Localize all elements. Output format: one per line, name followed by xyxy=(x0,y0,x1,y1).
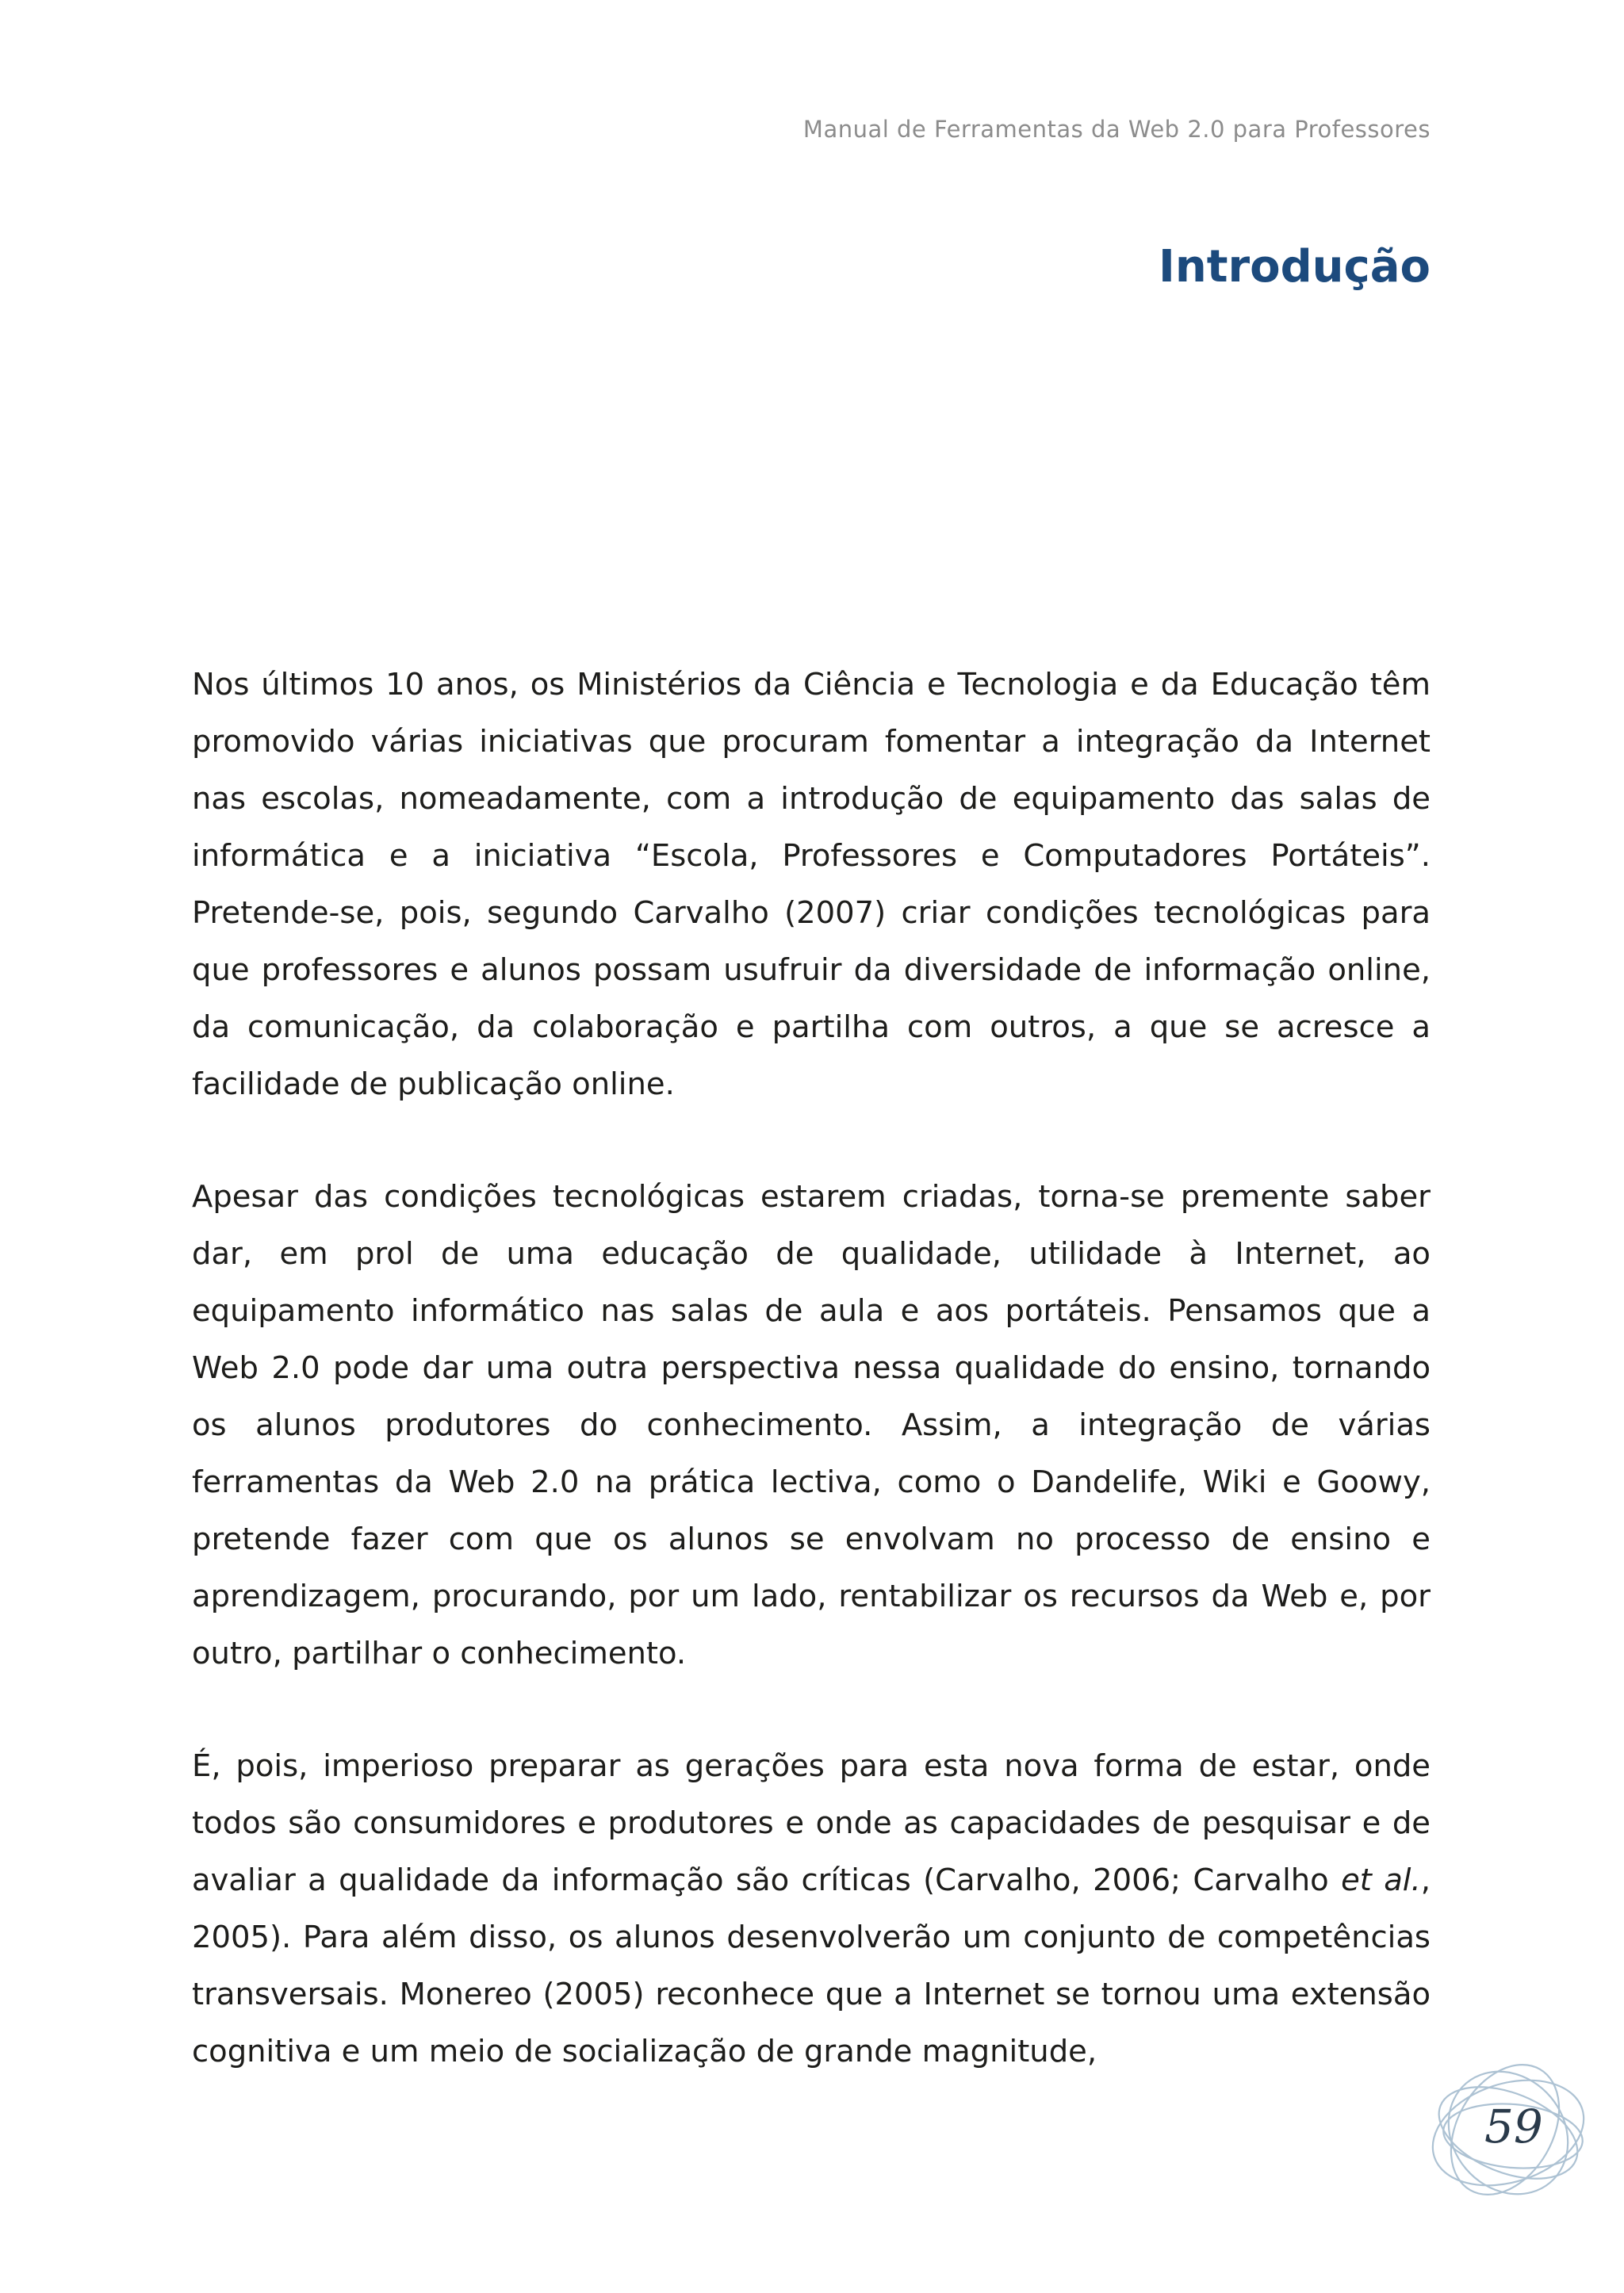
et-al-italic: et al. xyxy=(1341,1862,1421,1898)
paragraph-3-text-b: , 2005). Para além disso, os alunos desenvolverão um conjunto de competências transversais. Monereo (2005) reconhece que a Internet se tornou uma extensão cognitiva e um meio de socialização de grande magnitude, xyxy=(192,1862,1431,2069)
page-title: Introdução xyxy=(1159,241,1431,293)
page-number: 59 xyxy=(1484,2100,1543,2153)
running-header: Manual de Ferramentas da Web 2.0 para Professores xyxy=(802,116,1431,143)
body-text xyxy=(192,657,1431,2081)
paragraph-3 xyxy=(192,1738,1431,2081)
paragraph-3-text-a: É, pois, imperioso preparar as gerações para esta nova forma de estar, onde todos são consumidores e produtores e onde as capacidades de pesquisar e de avaliar a qualidade da informação são críticas (Carvalho, 2006; Carvalho xyxy=(192,1748,1431,1898)
paragraph-1: Nos últimos 10 anos, os Ministérios da Ciência e Tecnologia e da Educação têm promovido várias iniciativas que procuram fomentar a integração da Internet nas escolas, nomeadamente, com a introdução de equipamento das salas de informática e a iniciativa “Escola, Professores e Computadores Portáteis”. Pretende-se, pois, segundo Carvalho (2007) criar condições tecnológicas para que professores e alunos possam usufruir da diversidade de informação online, da comunicação, da colaboração e partilha com outros, a que se acresce a facilidade de publicação online. xyxy=(192,667,1431,1102)
paragraph-2: Apesar das condições tecnológicas estarem criadas, torna-se premente saber dar, em prol de uma educação de qualidade, utilidade à Internet, ao equipamento informático nas salas de aula e aos portáteis. Pensamos que a Web 2.0 pode dar uma outra perspectiva nessa qualidade do ensino, tornando os alunos produtores do conhecimento. Assim, a integração de várias ferramentas da Web 2.0 na prática lectiva, como o Dandelife, Wiki e Goowy, pretende fazer com que os alunos se envolvam no processo de ensino e aprendizagem, procurando, por um lado, rentabilizar os recursos da Web e, por outro, partilhar o conhecimento. xyxy=(192,1179,1431,1671)
